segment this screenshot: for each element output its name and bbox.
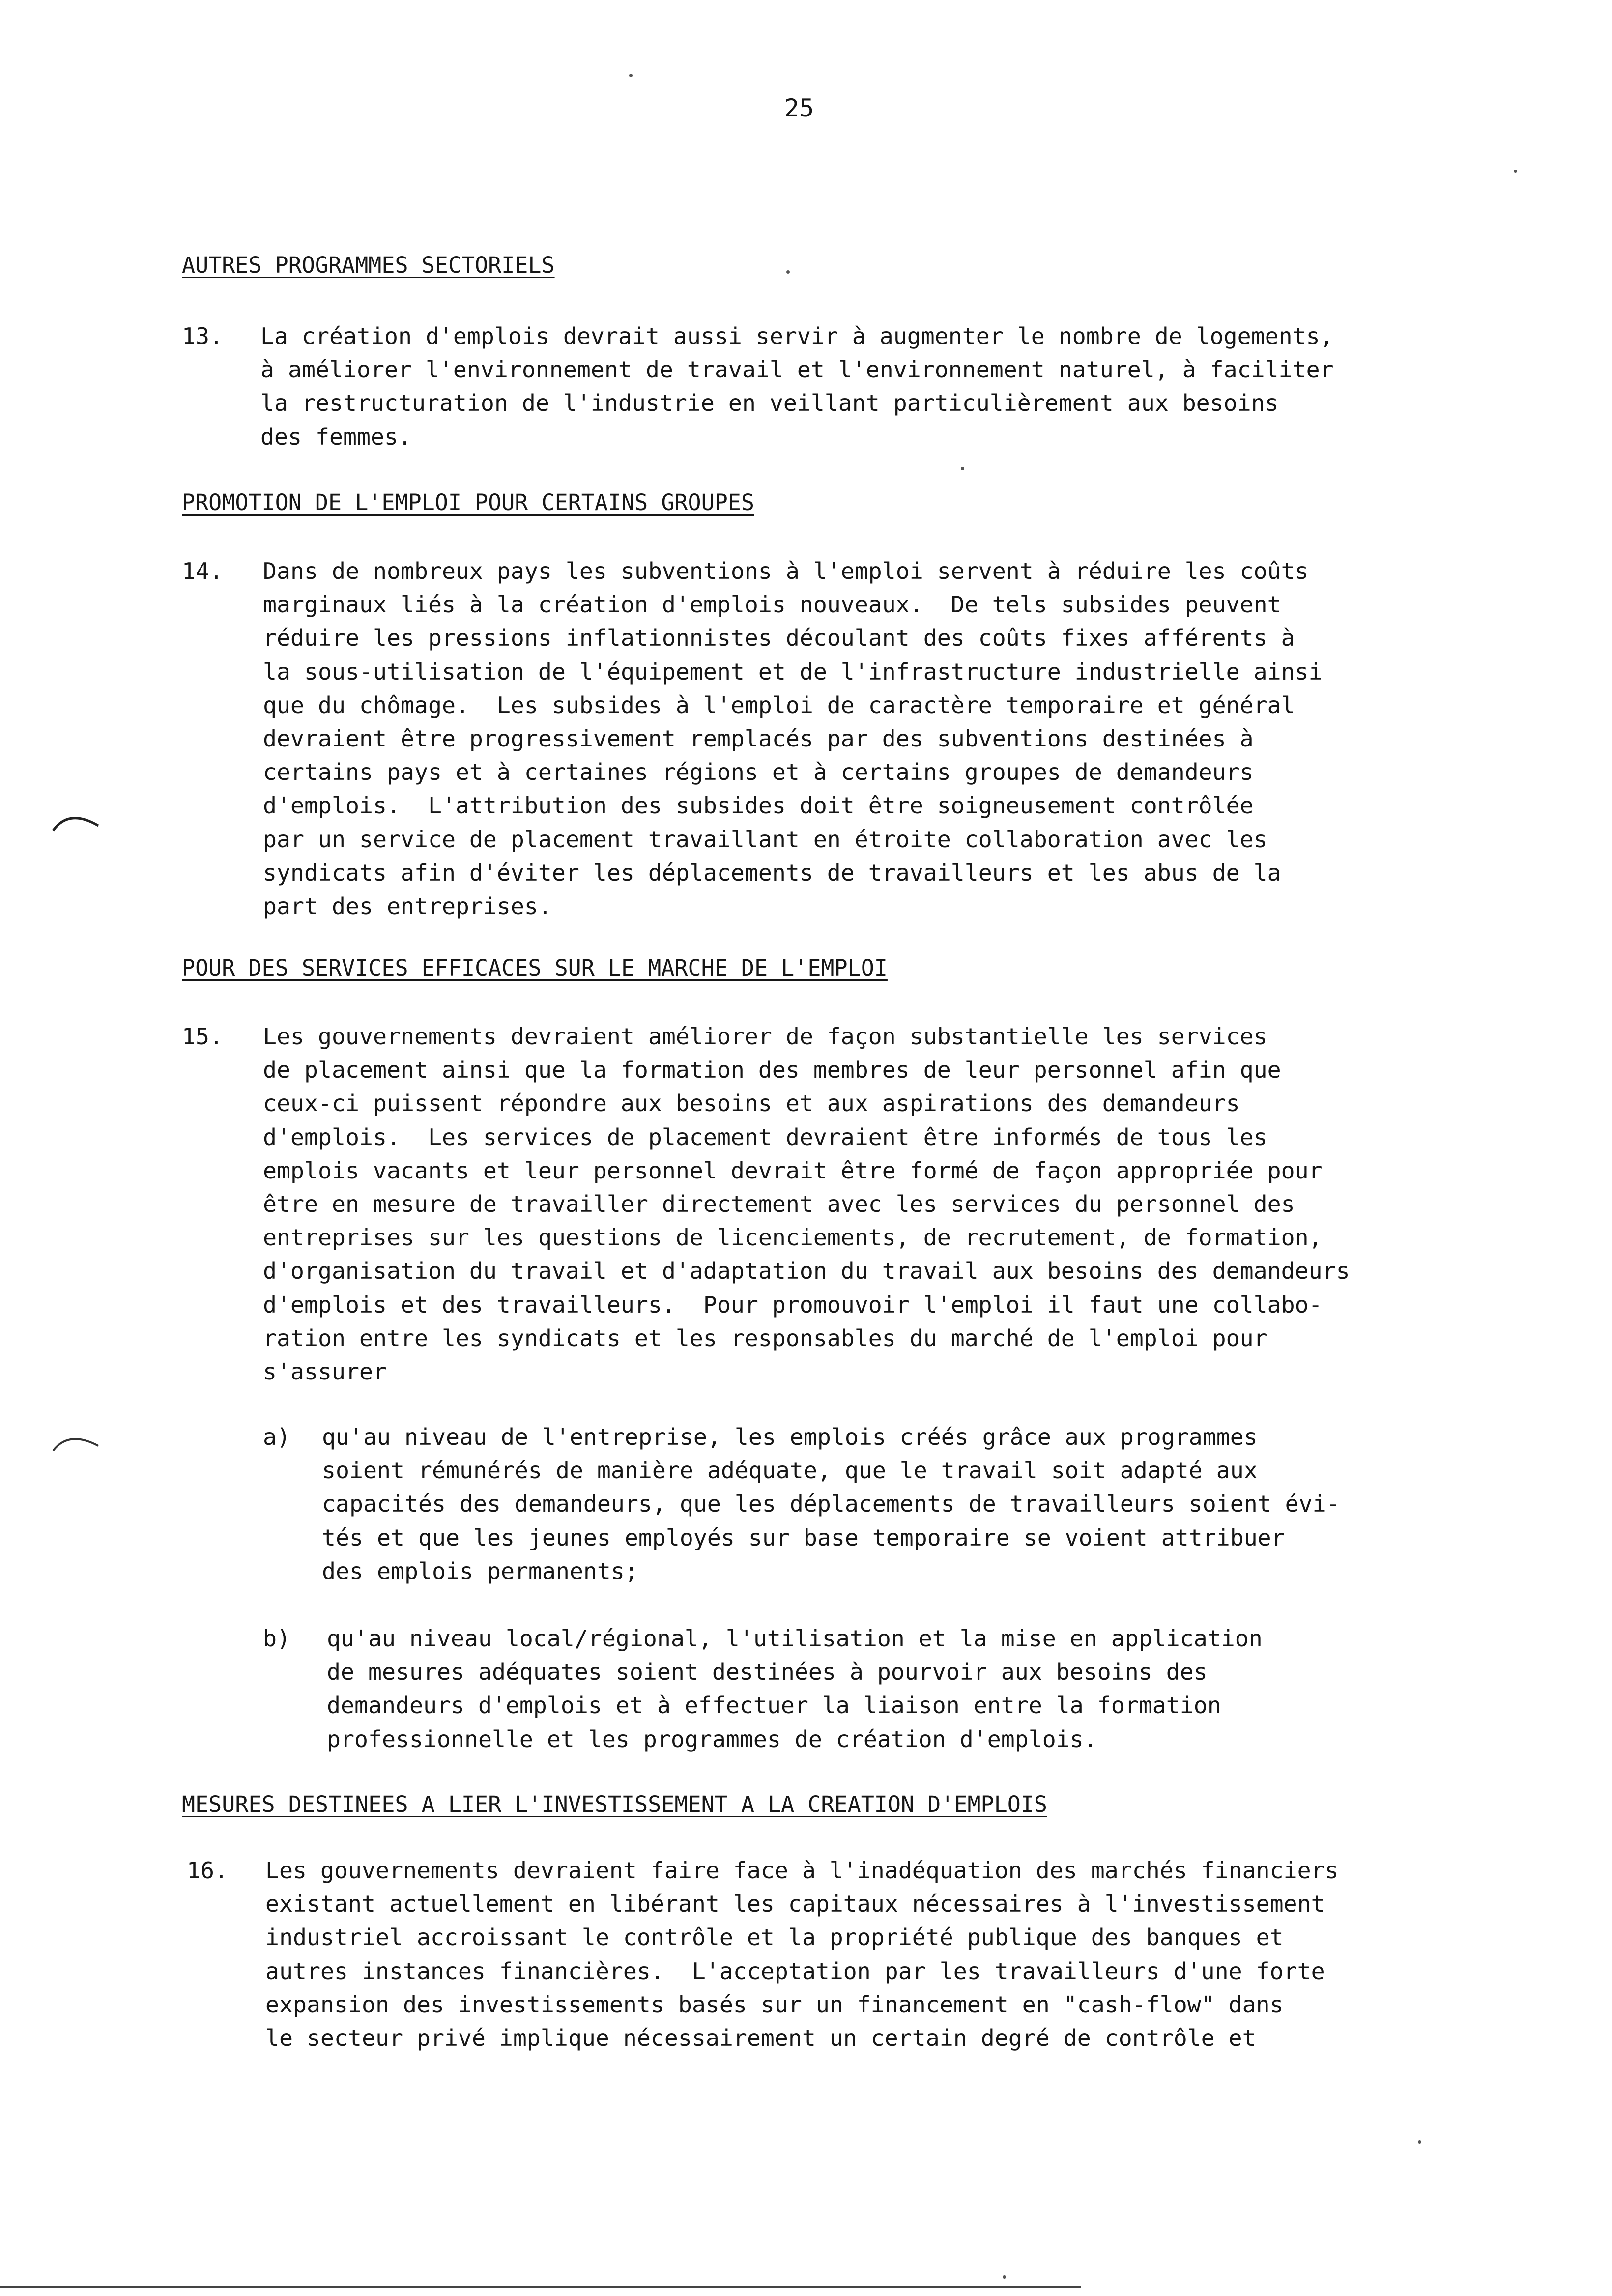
scan-mark [49,806,103,835]
text-line: par un service de placement travaillant en étroite collaboration avec les [263,826,1267,853]
scan-speck [629,74,633,77]
text-line: de mesures adéquates soient destinées à pourvoir aux besoins des [327,1659,1208,1686]
text-line: qu'au niveau de l'entreprise, les emplois créés grâce aux programmes [322,1424,1258,1450]
paragraph-13 [260,319,1334,454]
text-line: d'organisation du travail et d'adaptation du travail aux besoins des demandeurs [263,1258,1350,1285]
text-line: la restructuration de l'industrie en veillant particulièrement aux besoins [260,390,1279,417]
text-line: d'emplois et des travailleurs. Pour promouvoir l'emploi il faut une collabo- [263,1291,1323,1318]
text-line: d'emplois. L'attribution des subsides doit être soigneusement contrôlée [263,792,1254,819]
text-line: tés et que les jeunes employés sur base temporaire se voient attribuer [322,1524,1285,1551]
paragraph-number-15: 15. [182,1023,223,1050]
text-line: qu'au niveau local/régional, l'utilisation et la mise en application [327,1625,1263,1652]
text-line: La création d'emplois devrait aussi servir à augmenter le nombre de logements, [260,323,1334,349]
text-line: demandeurs d'emplois et à effectuer la liaison entre la formation [327,1692,1221,1719]
paragraph-number-13: 13. [182,323,223,349]
list-item-b [327,1622,1263,1756]
text-line: certains pays et à certaines régions et à certains groupes de demandeurs [263,759,1254,786]
text-line: des femmes. [260,423,412,450]
bottom-rule [0,2286,1081,2288]
text-line: autres instances financières. L'acceptation par les travailleurs d'une forte [265,1957,1325,1984]
list-item-a [322,1420,1340,1588]
section-heading-services-efficaces: POUR DES SERVICES EFFICACES SUR LE MARCHE DE L'EMPLOI [182,955,888,981]
section-heading-promotion-emploi: PROMOTION DE L'EMPLOI POUR CERTAINS GROUPES [182,489,754,516]
scan-speck [1514,170,1517,173]
text-line: des emplois permanents; [322,1557,638,1584]
text-line: syndicats afin d'éviter les déplacements de travailleurs et les abus de la [263,859,1281,886]
text-line: à améliorer l'environnement de travail et l'environnement naturel, à faciliter [260,356,1334,383]
scan-speck [961,467,964,470]
list-marker-a: a) [263,1424,290,1450]
text-line: professionnelle et les programmes de création d'emplois. [327,1725,1097,1752]
list-marker-b: b) [263,1625,290,1652]
text-line: industriel accroissant le contrôle et la propriété publique des banques et [265,1924,1284,1951]
text-line: la sous-utilisation de l'équipement et de l'infrastructure industrielle ainsi [263,658,1323,685]
scan-speck [1003,2275,1006,2279]
text-line: Les gouvernements devraient améliorer de façon substantielle les services [263,1023,1267,1050]
text-line: expansion des investissements basés sur un financement en "cash-flow" dans [265,1991,1284,2018]
paragraph-number-14: 14. [182,558,223,584]
section-heading-autres-programmes: AUTRES PROGRAMMES SECTORIELS [182,252,555,278]
text-line: d'emplois. Les services de placement devraient être informés de tous les [263,1123,1267,1150]
text-line: part des entreprises. [263,893,552,920]
section-heading-mesures-investissement: MESURES DESTINEES A LIER L'INVESTISSEMENT A LA CREATION D'EMPLOIS [182,1791,1047,1817]
text-line: marginaux liés à la création d'emplois nouveaux. De tels subsides peuvent [263,591,1281,618]
text-line: réduire les pressions inflationnistes découlant des coûts fixes afférents à [263,625,1295,652]
text-line: Dans de nombreux pays les subventions à l'emploi servent à réduire les coûts [263,558,1309,584]
text-line: le secteur privé implique nécessairement un certain degré de contrôle et [265,2025,1256,2052]
scan-speck [1418,2140,1421,2144]
paragraph-number-16: 16. [187,1857,228,1884]
text-line: s'assurer [263,1358,387,1385]
text-line: que du chômage. Les subsides à l'emploi de caractère temporaire et général [263,691,1295,718]
text-line: entreprises sur les questions de licenciements, de recrutement, de formation, [263,1224,1323,1251]
text-line: Les gouvernements devraient faire face à l'inadéquation des marchés financiers [265,1857,1339,1884]
paragraph-16 [265,1854,1339,2055]
text-line: soient rémunérés de manière adéquate, que le travail soit adapté aux [322,1457,1258,1484]
text-line: être en mesure de travailler directement avec les services du personnel des [263,1191,1295,1218]
text-line: ration entre les syndicats et les responsables du marché de l'emploi pour [263,1324,1267,1351]
scan-speck [786,270,790,274]
text-line: existant actuellement en libérant les capitaux nécessaires à l'investissement [265,1891,1325,1918]
scan-mark [49,1425,103,1455]
paragraph-14 [263,554,1323,923]
text-line: devraient être progressivement remplacés par des subventions destinées à [263,725,1254,752]
text-line: capacités des demandeurs, que les déplacements de travailleurs soient évi- [322,1491,1340,1518]
page-number: 25 [784,94,814,122]
text-line: ceux-ci puissent répondre aux besoins et aux aspirations des demandeurs [263,1090,1240,1117]
text-line: de placement ainsi que la formation des membres de leur personnel afin que [263,1057,1281,1084]
paragraph-15 [263,1020,1350,1388]
text-line: emplois vacants et leur personnel devrait être formé de façon appropriée pour [263,1157,1323,1184]
